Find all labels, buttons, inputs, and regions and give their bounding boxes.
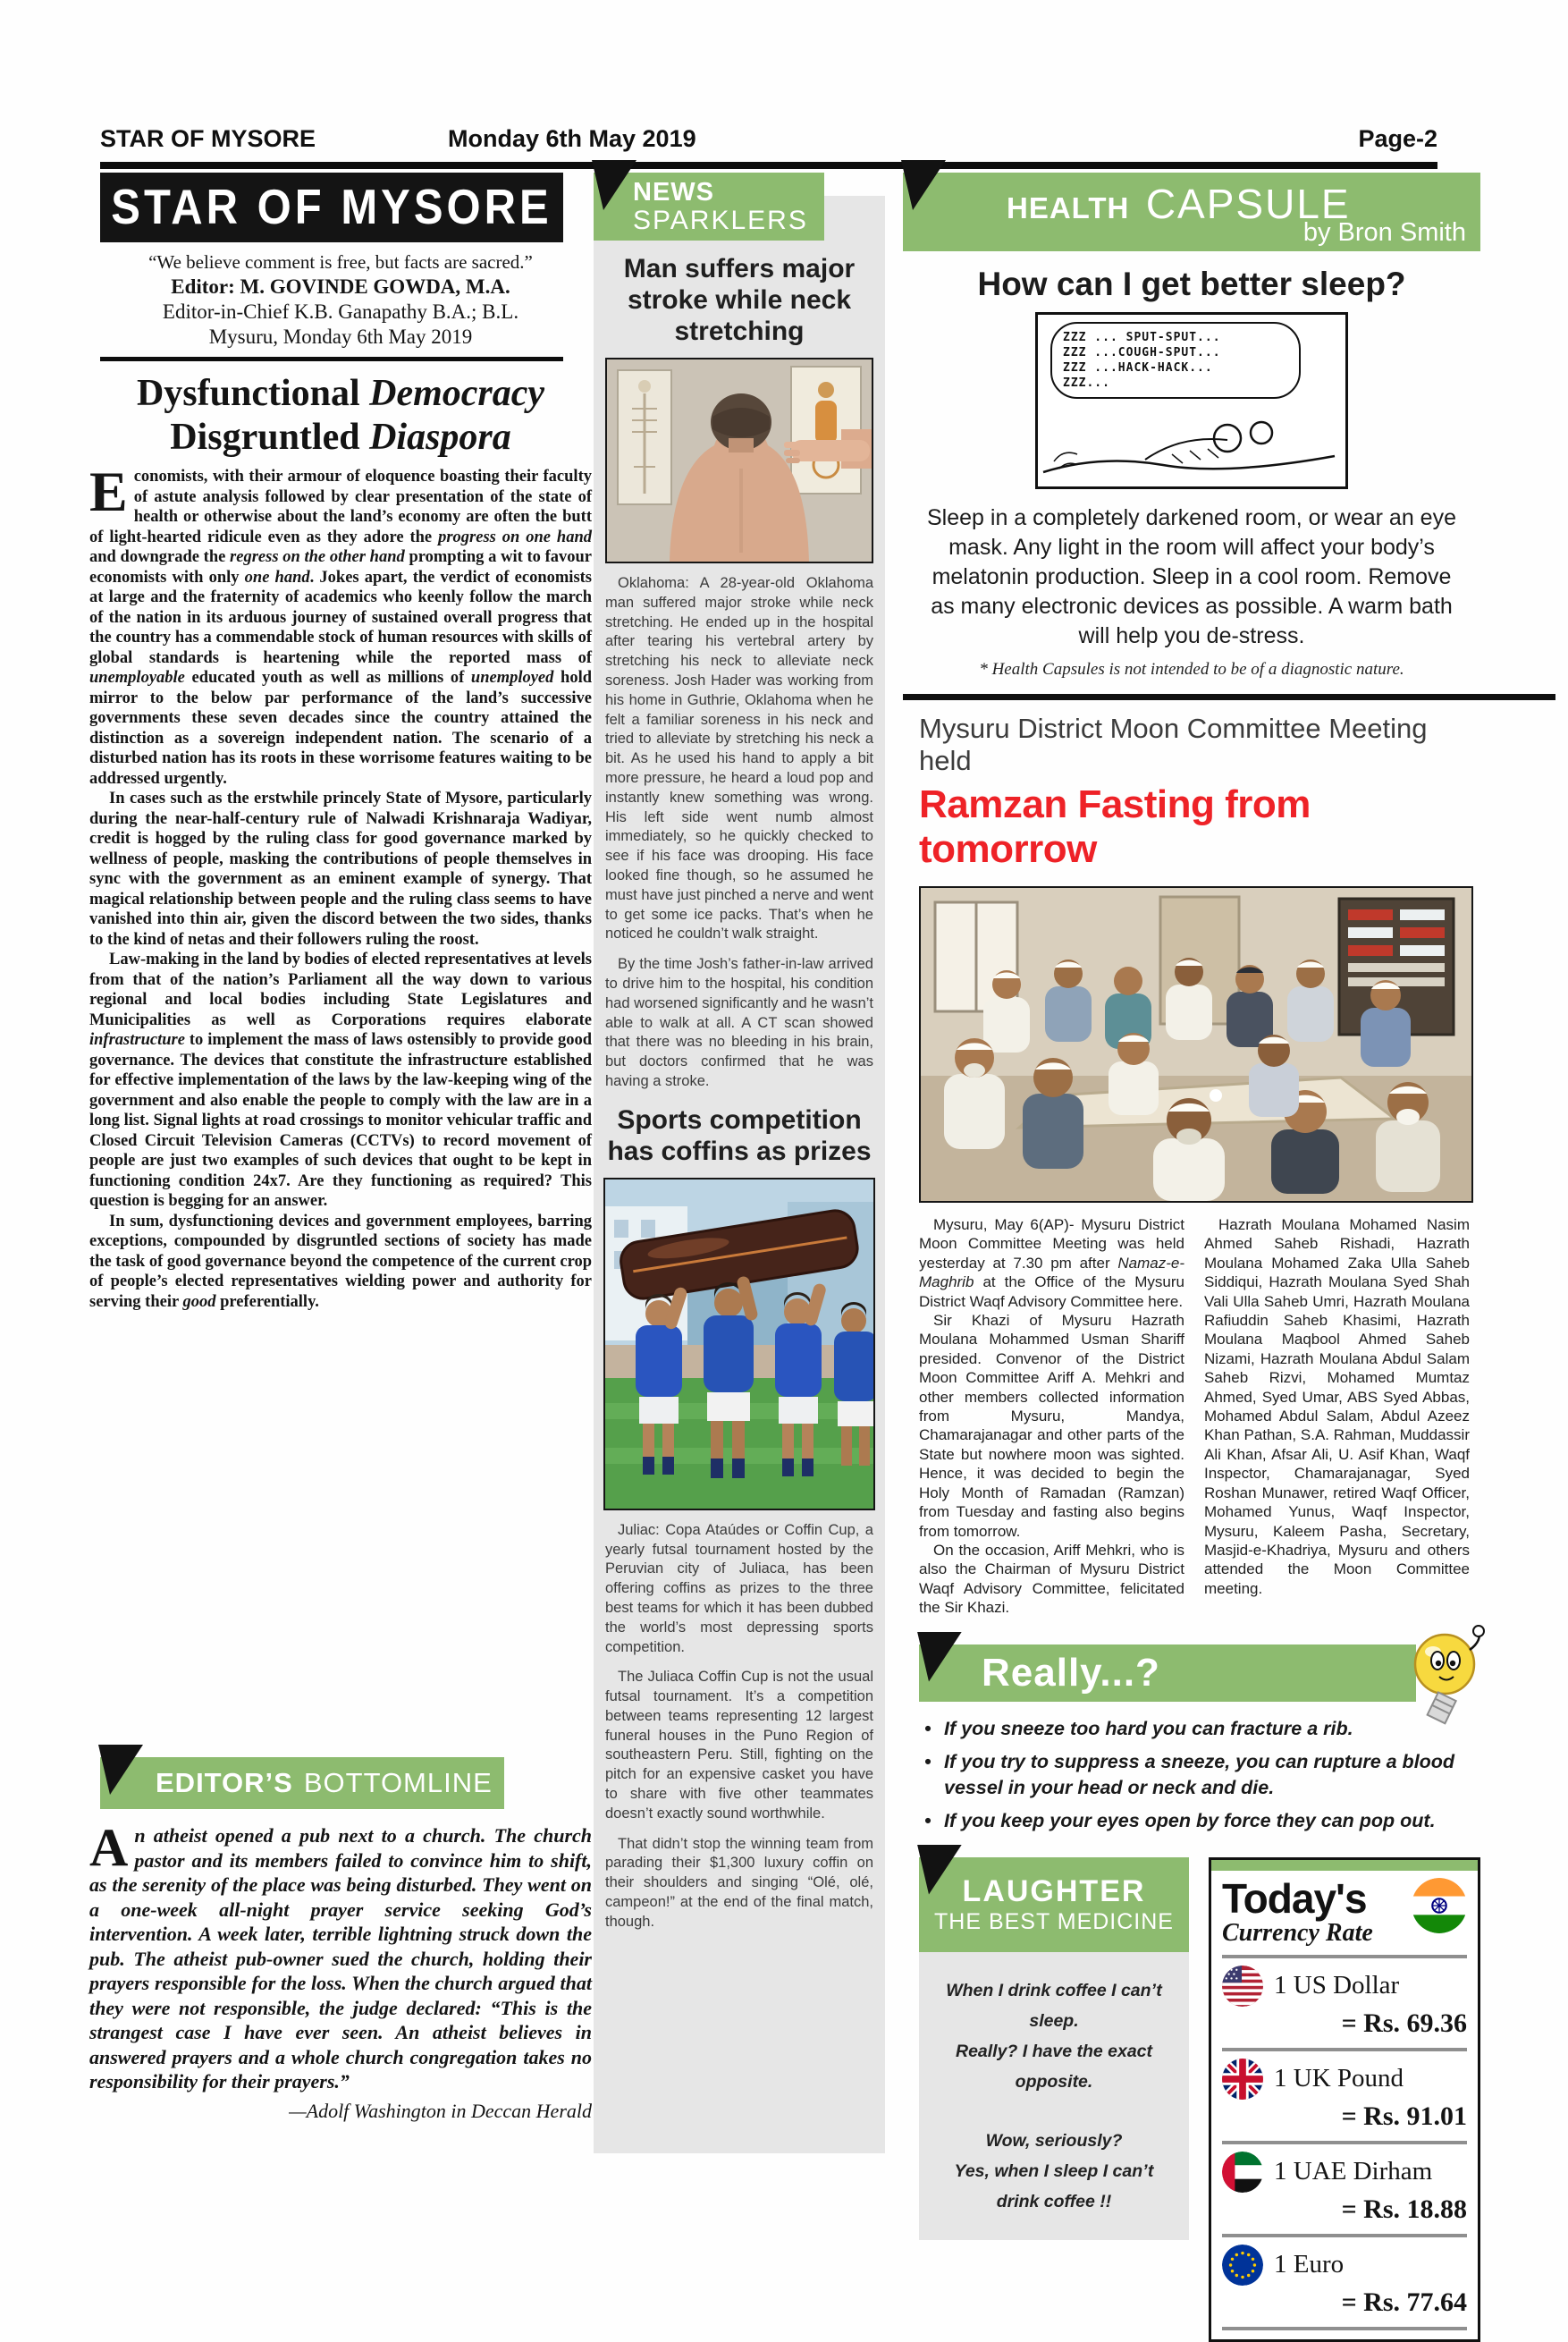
currency-title: Today's [1222, 1874, 1367, 1922]
news-sparklers-column [594, 173, 885, 2153]
page-running-head [100, 125, 1437, 153]
currency-row-aed: 1 UAE Dirham = Rs. 18.88 [1222, 2141, 1467, 2234]
editors-bottomline-section [89, 1757, 592, 2123]
currency-subtitle: Currency Rate [1222, 1918, 1373, 1947]
currency-header [1222, 1874, 1467, 1948]
cartoon-speech-bubble: ZZZ ... SPUT-SPUT... ZZZ ...COUGH-SPUT... ZZZ ...HACK-HACK... ZZZ... [1050, 322, 1301, 399]
uae-flag-icon [1222, 2152, 1263, 2193]
moon-article-paragraph: On the occasion, Ariff Mehkri, who is also the Chairman of Mysuru District Waqf Advisory Committee, felicitated the Sir Khazi. [919, 1541, 1184, 1617]
laughter-section [919, 1857, 1189, 2342]
coffin-article-paragraph: Juliac: Copa Ataúdes or Coffin Cup, a yearly futsal tournament hosted by the Peruvian city of Juliaca, has been offering coffins as prizes to the three best teams for which it has been dubbed the world’s most depressing sports competition. [605, 1521, 873, 1655]
sleep-advice-text: Sleep in a completely darkened room, or wear an eye mask. Any light in the room will affect your body’s melatonin production. Sleep in a cool room. Remove as many electronic devices as possible. A warm bath will help you de-stress. [927, 505, 1456, 648]
masthead-motto: “We believe comment is free, but facts are sacred.” [148, 251, 533, 273]
masthead-box [100, 173, 563, 242]
stroke-article-paragraph: By the time Josh’s father-in-law arrived to drive him to the hospital, his condition had worsened significantly and he wasn’t able to walk at all. A CT scan showed that there was no bleeding in his brain, but doctors confirmed that he was having a stroke. [605, 956, 873, 1089]
currency-top-strip [1211, 1860, 1478, 1871]
sleep-cartoon [1035, 312, 1348, 489]
bottom-row [919, 1857, 1480, 2342]
editorial-paragraph: In sum, dysfunctioning devices and government employees, barring exceptions, compounded by disgruntled sections of society has made the task of good governance beyond the competence of the current crop of people’s elected representatives wielding power and authority for serving their good preferentially. [89, 1212, 592, 1311]
corner-fold-icon [592, 160, 636, 210]
left-column [89, 173, 593, 2122]
editorial-paragraph: In cases such as the erstwhile princely State of Mysore, particularly during the near-half-century rule of Nalwadi Krishnaraja Wadiyar, credit is hogged by the ruling class for good governance marked by wellness of people, masking the contributions of people themselves in sync with the government as an eminent example of synergy. That magical relationship between people and the ruling class seems to have vanished into thin air, given the discord between the two sides, thanks to the kind of netas and their followers ruling the roost. [89, 790, 592, 949]
coffin-cup-photo [603, 1178, 875, 1510]
health-capsule-byline: by Bron Smith [1302, 218, 1466, 247]
running-head-page-number: Page-2 [1358, 125, 1437, 152]
stroke-article-body [605, 574, 873, 1092]
really-header: Really...? [919, 1644, 1416, 1702]
currency-row-eur: 1 Euro = Rs. 77.64 [1222, 2234, 1467, 2330]
neck-stretching-photo [605, 358, 873, 563]
corner-fold-icon [901, 160, 946, 210]
coffin-article-body [605, 1521, 873, 1932]
masthead-title: STAR OF MYSORE [111, 180, 552, 235]
editorial-headline: Dysfunctional Democracy Disgruntled Diaspora [136, 373, 545, 458]
currency-rate-box [1209, 1857, 1480, 2342]
health-capsule-question: How can I get better sleep? [977, 266, 1406, 302]
header-rule [100, 162, 1437, 169]
coffin-article-paragraph: That didn’t stop the winning team from parading their $1,300 luxury coffin on their shoulders and singing “Olé, olé, campeon!” at the end of the final match, though. [605, 1835, 873, 1930]
moon-meeting-kicker: Mysuru District Moon Committee Meeting held [919, 713, 1428, 776]
ramzan-headline: Ramzan Fasting from tomorrow [919, 782, 1311, 871]
running-head-paper-name: STAR OF MYSORE [100, 125, 316, 152]
moon-article-paragraph: Mysuru, May 6(AP)- Mysuru District Moon Committee Meeting was held yesterday at 7.30 pm after Namaz-e-Maghrib at the Office of the Mysuru District Waqf Advisory Committee here. [919, 1216, 1184, 1310]
coffin-article-headline: Sports competition has coffins as prizes [607, 1104, 872, 1166]
masthead-dateline: Mysuru, Monday 6th May 2019 [208, 326, 473, 348]
india-flag-icon [1412, 1878, 1467, 1933]
really-fact: • If you sneeze too hard you can fracture a rib. [924, 1717, 1353, 1739]
news-sparklers-header: NEWS SPARKLERS [594, 173, 824, 241]
editorial-paragraph: Economists, with their armour of eloquence boasting their faculty of astute analysis followed by clear presentation of the state of health or otherwise about the land’s economy are often the butt of light-hearted ridicule even as they adore the progress on one hand and downgrade the regress on the other hand prompting a wit to favour economists with only one hand. Jokes apart, the verdict of economists at large and the fraternity of academics who keenly follow the march of the nation in its arduous journey of sustained overall progress that the country has a commendable stock of human resources with skills of global standards is heartening while the reported mass of unemployable educated youth as well as millions of unemployed hold mirror to the below par performance of the land’s successive governments these seven decades since the country attained the distinction as a sovereign independent nation. The scenario of a disturbed nation has its roots in these worrisome features waiting to be addressed urgently. [89, 460, 593, 788]
health-capsule-disclaimer: * Health Capsules is not intended to be of a diagnostic nature. [979, 660, 1404, 679]
editorial-paragraph: Law-making in the land by bodies of elected representatives at levels from that of the nation’s Parliament all the way down to various regional and local bodies including State Legislatures and Municipalities as well as Corporations requires elaborate infrastructure to implement the mass of laws ostensibly to provide good governance. The devices that constitute the infrastructure established for effective implementation of the laws by the law-keeping wing of the government and also enable the people to comply with the law are in a long list. Signal lights at road crossings to monitor vehicular traffic and Closed Circuit Television Cameras (CCTVs) to record movement of people are just two examples of such devices that ought to be kept in functioning condition 24x7. Are they functioning as required? This question is begging for an answer. [89, 951, 592, 1210]
stroke-article-headline: Man suffers major stroke while neck stretching [623, 254, 856, 346]
lightbulb-character-icon [1404, 1625, 1486, 1730]
masthead-rule [100, 357, 563, 361]
currency-row-usd: 1 US Dollar = Rs. 69.36 [1222, 1955, 1467, 2048]
really-facts-list [924, 1716, 1471, 1834]
uk-flag-icon [1222, 2059, 1263, 2100]
editorial-dropcap: E [89, 460, 128, 523]
corner-fold-icon [98, 1745, 143, 1795]
eu-flag-icon [1222, 2245, 1263, 2286]
currency-row-gbp: 1 UK Pound = Rs. 91.01 [1222, 2048, 1467, 2141]
sleeping-couple-sketch [1038, 408, 1340, 486]
masthead-editor: Editor: M. GOVINDE GOWDA, M.A. [171, 275, 510, 298]
editorial-body [89, 460, 593, 1312]
moon-committee-meeting-photo [919, 886, 1473, 1203]
bottomline-dropcap: A [89, 1818, 129, 1877]
stroke-article-paragraph: Oklahoma: A 28-year-old Oklahoma man suffered major stroke while neck stretching. He ended up in the hospital after tearing his vertebral artery by stretching his neck to alleviate neck soreness. Josh Hader was working from his home in Guthrie, Oklahoma when he felt a familiar soreness in his neck and tried to alleviate by stretching his neck a bit. As he used his hand to apply a bit more pressure, he heard a loud pop and instantly knew something was wrong. His left side went numb almost immediately, so he quickly checked to see if his face was drooping. His face looked fine though, so he assumed he must have just pinched a nerve and went to get some ice packs. That’s when he noticed he couldn’t walk straight. [605, 575, 873, 943]
moon-meeting-article [919, 1215, 1470, 1618]
really-section [919, 1644, 1480, 1834]
bottomline-story: An atheist opened a pub next to a church. The church pastor and its members failed to convince him to shift, as the serenity of the place was being disturbed. They went on a one-week all-night prayer service seeking God’s intervention. A week later, terrible lightning struck down the pub. The atheist pub-owner sued the church, holding their prayers responsible for the loss. When the church argued that they were not responsible, the judge declared: “This is the strangest case I have ever seen. An atheist believes in answered prayers and a whole church congregation takes no responsibility for their prayers.” [89, 1818, 592, 2093]
us-flag-icon [1222, 1966, 1263, 2007]
bottomline-attribution: —Adolf Washington in Deccan Herald [289, 2099, 592, 2122]
moon-article-paragraph: Hazrath Moulana Mohamed Nasim Ahmed Saheb Rishadi, Hazrath Moulana Mohamed Zaka Ulla Saheb Siddiqui, Hazrath Moulana Syed Shah Vali Ulla Saheb Umri, Hazrath Moulana Rafiuddin Saheb Khasimi, Hazrath Moulana Maqbool Ahmed Saheb Nizami, Hazrath Moulana Abdul Salam Saheb Rizvi, Mohamed Mumtaz Ahmed, Syed Umar, ABS Syed Abbas, Mohamed Abdul Salam, Abdul Azeez Khan Pathan, S.A. Rahman, Muddassir Ali Khan, Afsar Ali, U. Asif Khan, Waqf Inspector, Chamarajanagar, Syed Roshan Munawer, retired Waqf Officer, Mohamed Yunus, Waqf Inspector, Mysuru, Kaleem Pasha, Secretary, Masjid-e-Khadriya, Mysuru and others attended the Moon Committee meeting. [1204, 1216, 1470, 1597]
really-fact: • If you keep your eyes open by force they can pop out. [924, 1809, 1436, 1831]
health-capsule-header: HEALTH CAPSULE by Bron Smith [903, 173, 1480, 251]
really-fact: • If you try to suppress a sneeze, you can rupture a blood vessel in your head or neck and die. [924, 1750, 1455, 1798]
corner-fold-icon [917, 1845, 962, 1895]
masthead-editor-in-chief: Editor-in-Chief K.B. Ganapathy B.A.; B.L. [162, 300, 519, 323]
laughter-joke: When I drink coffee I can’t sleep. Really? I have the exact opposite. Wow, seriously? Yes, when I sleep I can’t drink coffee !! [919, 1952, 1189, 2240]
right-column [903, 173, 1480, 2342]
editors-bottomline-header: EDITOR’S BOTTOMLINE [100, 1757, 504, 1809]
section-rule [903, 694, 1555, 700]
coffin-article-paragraph: The Juliaca Coffin Cup is not the usual futsal tournament. It’s a competition between teams representing 12 largest funeral houses in the Puno Region of southeastern Peru. Still, fighting on the pitch for an expensive casket you have to share with five other teammates doesn’t exactly sound worthwhile. [605, 1669, 873, 1822]
moon-article-paragraph: Sir Khazi of Mysuru Hazrath Moulana Mohammed Usman Shariff presided. Convenor of the District Moon Committee Ariff A. Mehkri and other members collected information from Mysuru, Mandya, Chamarajanagar and other parts of the State but nowhere moon was sighted. Hence, it was decided to begin the Holy Month of Ramadan (Ramzan) from Tuesday and fasting also begins from tomorrow. [919, 1312, 1184, 1540]
running-head-date: Monday 6th May 2019 [448, 125, 696, 152]
corner-fold-icon [917, 1632, 962, 1682]
laughter-header: LAUGHTER THE BEST MEDICINE [919, 1857, 1189, 1952]
